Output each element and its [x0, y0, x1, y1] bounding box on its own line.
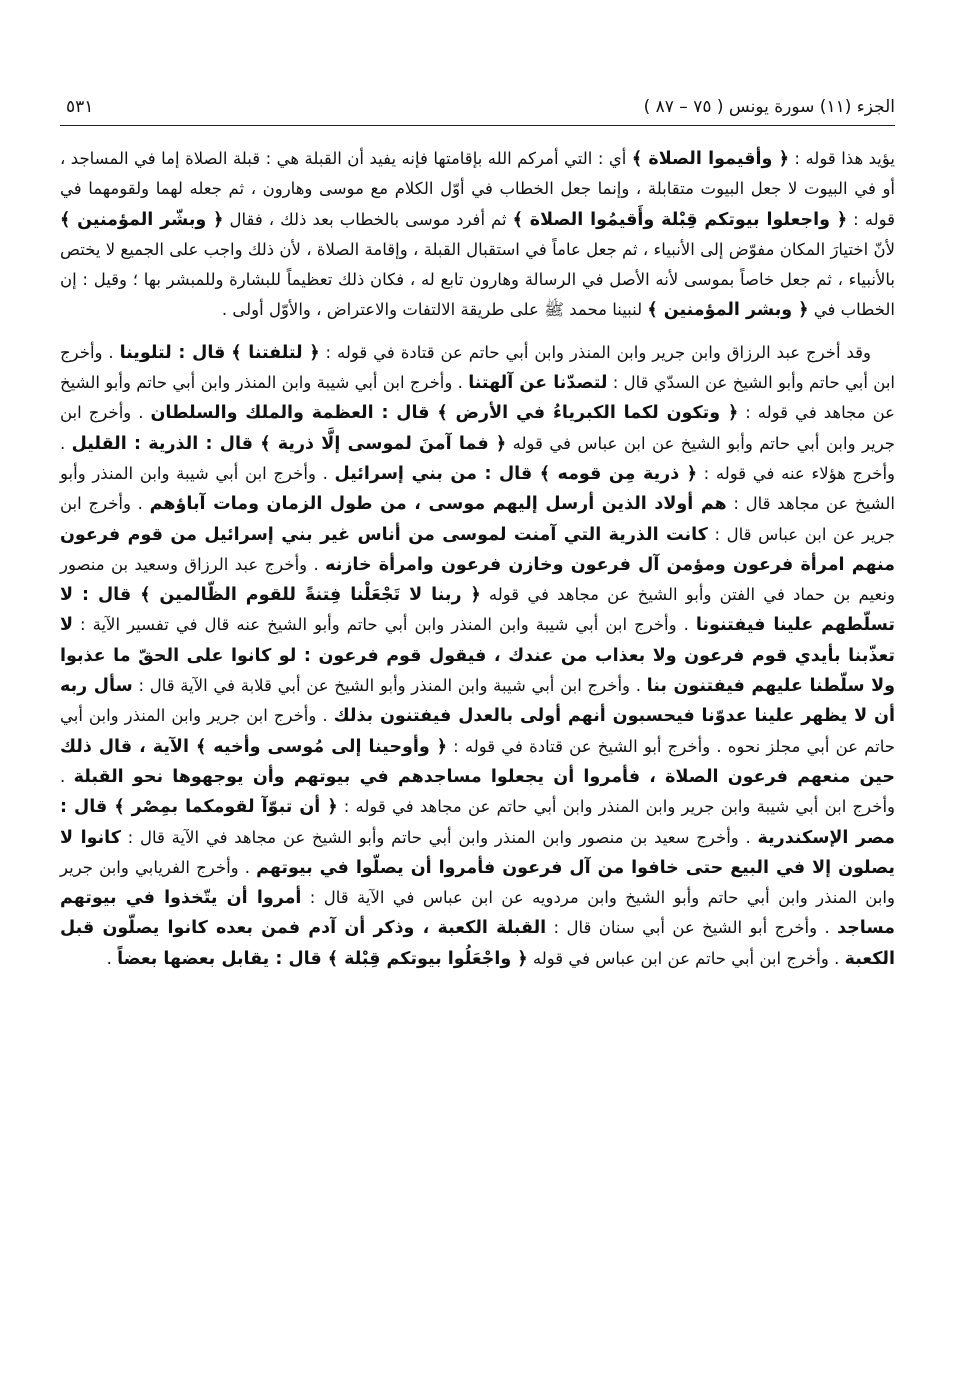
quoted-text-bold: أمروا أن يتّخذوا في بيوتهم مساجد	[60, 888, 895, 939]
quoted-text-bold: ﴿ وبشّر المؤمنين ﴾	[60, 209, 224, 230]
text-segment: . وأخرج عبد الرزاق وسعيد بن منصور ونعيم بن حماد في الفتن وأبو الشيخ عن مجاهد في قوله	[60, 554, 895, 605]
page-number: ٥٣١	[66, 97, 94, 117]
quoted-text-bold: كانت الذرية التي آمنت لموسى من أناس غير بني إسرائيل من قوم فرعون منهم امرأة فرعون ومؤمن آل فرعون وخازن فرعون وامرأة خازنه	[60, 524, 896, 575]
text-segment: . وأخرج الفريابي وابن جرير وابن المنذر وابن أبي حاتم وأبو الشيخ وابن مردويه عن ابن عباس في الآية قال :	[60, 857, 895, 908]
text-segment: . وأخرج سعيد بن منصور وابن المنذر وابن أبي حاتم وأبو الشيخ عن مجاهد في الآية قال :	[120, 827, 758, 847]
quoted-text-bold: لا تعذّبنا بأيدي قوم فرعون ولا بعذاب من عندك ، فيقول قوم فرعون : لو كانوا على الحقّ ما عذبوا ولا سلّطنا عليهم فيفتنون بنا	[60, 615, 895, 697]
quoted-text-bold: كانوا لا يصلون إلا في البيع حتى خافوا من آل فرعون فأمروا أن يصلّوا في بيوتهم	[60, 827, 895, 878]
book-page	[60, 95, 895, 974]
quoted-text-bold: ﴿ وأقيموا الصلاة ﴾	[631, 149, 789, 169]
text-segment: . وأخرج ابن جرير وابن المنذر وابن أبي حاتم عن أبي مجلز نحوه . وأخرج أبو الشيخ عن قتادة في قوله :	[60, 706, 895, 756]
page-header	[60, 95, 895, 126]
text-segment: وقد أخرج عبد الرزاق وابن جرير وابن المنذر وابن أبي حاتم عن قتادة في قوله :	[319, 342, 871, 362]
quoted-text-bold: ﴿ واجْعَلُوا بيوتكم قِبْلة ﴾ قال : يقابل بعضها بعضاً	[117, 948, 528, 969]
text-segment: . وأخرج أبو الشيخ عن أبي سنان قال :	[546, 918, 838, 938]
quoted-text-bold: لتصدّنا عن آلهتنا	[468, 373, 608, 394]
quoted-text-bold: هم أولاد الذين أرسل إليهم موسى ، من طول الزمان ومات آباؤهم	[149, 494, 727, 515]
text-segment: ثم أفرد موسى بالخطاب بعد ذلك ، فقال	[223, 209, 513, 229]
quoted-text-bold: ﴿ واجعلوا بيوتكم قِبْلة وأَقيمُوا الصلاة ﴾	[512, 209, 848, 230]
paragraph-1	[60, 144, 895, 326]
text-segment: . وأخرج ابن جرير عن ابن عباس قال :	[60, 494, 895, 544]
text-segment: . وأخرج ابن أبي شيبة وابن المنذر وأبو الشيخ عن مجاهد قال :	[60, 463, 895, 514]
quoted-text-bold: ﴿ ربنا لا تَجْعَلْنا فِتنةً للقوم الظّالمين ﴾ قال : لا تسلّطهم علينا فيفتنونا	[60, 585, 895, 636]
text-segment: . وأخرج ابن أبي شيبة وابن المنذر وابن أبي حاتم وأبو الشيخ عن مجاهد في قوله :	[60, 373, 895, 423]
text-segment: .	[106, 948, 118, 968]
quoted-text-bold: ﴿ فما آمنَ لموسى إلَّا ذرية ﴾ قال : الذرية : القليل	[71, 433, 507, 454]
quoted-text-bold: سأل ربه أن لا يظهر علينا عدوّنا فيحسبون أنهم أولى بالعدل فيفتنون بذلك	[60, 676, 895, 727]
text-segment: لنبينا محمد ﷺ على طريقة الالتفات والاعتراض ، والأوّل أولى .	[221, 300, 648, 320]
quoted-text-bold: ﴿ وتكون لكما الكبرياءُ في الأرض ﴾ قال : العظمة والملك والسلطان	[150, 403, 739, 424]
text-segment: . وأخرج ابن أبي شيبة وابن المنذر وأبو الشيخ عن أبي قلابة في الآية قال :	[132, 676, 647, 696]
text-segment: أي : التي أمركم الله بإقامتها فإنه يفيد أن القبلة هي : قبلة الصلاة إما في المساجد ، أو في البيوت لا جعل البيوت متقابلة ، وإنما جعل الخطاب في أوّل الكلام مع موسى وهارون ، ثم جعله لهما ولقومهما في قوله :	[60, 149, 896, 229]
quoted-text-bold: ﴿ وبشر المؤمنين ﴾	[647, 300, 809, 321]
quoted-text-bold: قال : لتلوينا	[119, 342, 226, 363]
text-segment: . وأخرج ابن أبي شيبة وابن المنذر وابن أبي حاتم وأبو الشيخ عنه قال في تفسير الآية :	[73, 615, 696, 635]
text-segment: لأنّ اختيارَ المكان مفوّض إلى الأنبياء ، ثم جعل عاماً في استقبال القبلة ، وإقامة الصلاة ، لأن ذلك واجب على الجميع لا يختص بالأنبياء ، ثم جعل خاصاً بموسى لأنه الأصل في الرسالة وهارون تابع له ، فكان ذلك تعظيماً للبشارة وللمبشر بها ؛ وقيل : إن الخطاب في	[60, 239, 895, 320]
quoted-text-bold: ﴿ ذرية مِن قومه ﴾ قال : من بني إسرائيل	[334, 463, 697, 484]
quoted-text-bold: ﴿ وأوحينا إلى مُوسى وأخيه ﴾ الآية ، قال ذلك حين منعهم فرعون الصلاة ، فأمروا أن يجعلوا مساجدهم في بيوتهم وأن يوجهوها نحو القبلة	[60, 736, 895, 787]
quoted-text-bold: القبلة الكعبة ، وذكر أن آدم فمن بعده كانوا يصلّون قبل الكعبة	[60, 918, 895, 969]
text-segment: يؤيد هذا قوله :	[788, 149, 896, 168]
text-segment: . وأخرج ابن أبي حاتم وأبو الشيخ عن السدّي قال :	[60, 342, 896, 393]
quoted-text-bold: ﴿ لتلفتنا ﴾	[231, 342, 320, 363]
paragraph-2	[60, 338, 895, 974]
text-segment: . وأخرج ابن أبي حاتم عن ابن عباس في قوله	[527, 948, 845, 968]
text-segment: . وأخرج ابن جرير وابن أبي حاتم وأبو الشيخ عن ابن عباس في قوله	[60, 403, 895, 453]
text-segment: . وأخرج ابن أبي شيبة وابن جرير وابن المنذر وابن أبي حاتم عن مجاهد في قوله :	[60, 766, 896, 817]
text-segment: . وأخرج هؤلاء عنه في قوله :	[60, 433, 896, 483]
running-title: الجزء (١١) سورة يونس ( ٧٥ – ٨٧ )	[643, 97, 895, 117]
quoted-text-bold: ﴿ أن تبوّآ لقومكما بمِصْر ﴾ قال : مصر الإسكندرية	[60, 797, 895, 848]
